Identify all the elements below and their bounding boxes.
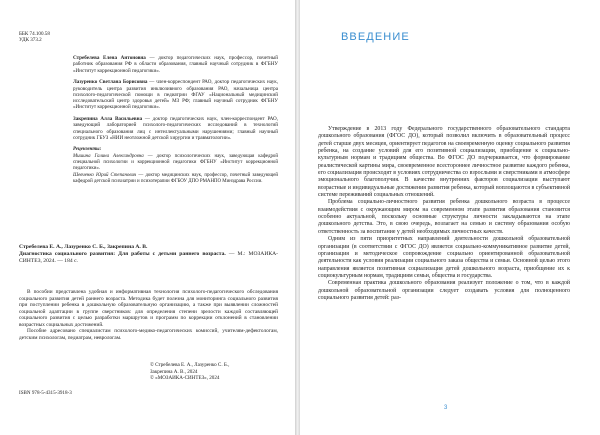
- bib-publisher: — М.: МОЗАИКА-СИНТЕЗ, 2024. — 184 с.: [19, 251, 278, 264]
- author-name: Закрепина Алла Васильевна: [73, 116, 143, 123]
- authors-block: [73, 55, 278, 187]
- body-paragraph: Утверждение в 2013 году Федерального государственного образовательного стандарта дошкольного образования (ФГОС ДО), который позволил включить в образовательный процесс детей старше двух месяцев, ориентирует педагогов на своевременную оценку социального развития ребенка, на создание условий для его позитивной социализации, приобщение к социально-культурным нормам и традициям общества. Во ФГОС ДО подчеркивается, что формирование реалистической картины мира, своевременное всестороннее личностное развитие каждого ребенка, его социализация происходят в условиях сотрудничества со взрослыми и сверстниками в атмосфере эмоционального благополучия. В качестве внутренних факторов социализации выступают возрастные и индивидуальные достижения развития ребенка, который воплощаются в субъективной системе переживаний социальных отношений.: [318, 126, 570, 199]
- reviewer-desc: — доктор психологических наук, заведующая кафедрой специальной психологии и коррекционной педагогики ФГБНУ «Институт коррекционной педагогики».: [73, 153, 278, 171]
- reviewer-name: Шевченко Юрий Степанович: [73, 173, 137, 179]
- bbk-code: ББК 74.100.58: [19, 31, 50, 37]
- body-paragraph: Проблема социально-личностного развития ребенка дошкольного возраста в процессе взаимодействия с окружающим миром на современном этапе развития образования становится особенно актуальной, поскольку основные структуры личности закладываются на этапе дошкольного детства. Это, в свою очередь, возлагает на семью и систему образования особую ответственность за воспитание у детей необходимых личностных качеств.: [318, 199, 570, 235]
- body-paragraph: Современная практика дошкольного образования реализует положение о том, что в каждой дошкольной образовательной организации следует создавать условия для полноценного социального развития детей: раз-: [318, 280, 570, 301]
- author-entry: [73, 79, 278, 110]
- bibliographic-record: [19, 244, 278, 265]
- page-number: 3: [444, 405, 448, 411]
- author-entry: [73, 55, 278, 74]
- reviewer-desc: — доктор медицинских наук, профессор, почетный заведующей кафедрой детской психиатрии и психотерапии ФГБОУ ДПО РМАНПО Минздрава России.: [73, 173, 278, 185]
- author-entry: [73, 116, 278, 141]
- reviewer-entry: [73, 173, 278, 185]
- author-name: Лазуренко Светлана Борисовна: [73, 79, 148, 86]
- left-page: [0, 0, 295, 435]
- isbn: ISBN 978-5-4315-3918-3: [19, 390, 72, 396]
- reviewer-entry: [73, 154, 278, 172]
- bib-authors: Стребелева Е. А., Лазуренко С. Б., Закрепина А. В.: [19, 244, 148, 250]
- bib-title: Диагностика социального развития: Для работы с детьми раннего возраста.: [19, 251, 226, 257]
- reviewers-block: [73, 147, 278, 186]
- copyright-line: © Стребелева Е. А., Лазуренко С. Б.,: [150, 362, 230, 368]
- author-name: Стребелева Елена Антоновна: [73, 55, 146, 61]
- reviewers-heading: Рецензенты:: [73, 146, 102, 152]
- author-desc: — член-корреспондент РАО, доктор педагогических наук, руководитель центра развития инклюзивного образования РАО, начальница центра психолого-педагогической помощи в педиатрии ФГАУ «Национальный медицинский исследовательский центр здоровья детей» МЗ РФ; главный научный сотрудник ФГБНУ «Институт коррекционной педагогики».: [73, 79, 279, 111]
- reviewer-name: Мишина Галина Александровна: [73, 153, 144, 159]
- right-page: [300, 0, 600, 435]
- udk-code: УДК 373.2: [19, 37, 42, 44]
- annotation-paragraph: Пособие адресовано специалистам психолого-медико-педагогических комиссий, учителям-дефектологам, детским психологам, педиатрам, неврологам.: [19, 328, 278, 341]
- copyright-block: [150, 362, 229, 382]
- copyright-line: © «МОЗАИКА-СИНТЕЗ», 2024: [150, 375, 220, 382]
- annotation: [19, 289, 278, 341]
- body-paragraph: Одним из пяти приоритетных направлений деятельности дошкольной образовательной организации (в соответствии с ФГОС ДО) является социально-коммуникативное развитие детей, организация и методическое сопровождение социально ориентированной образовательной деятельности как условия реализации социального заказа общества и семьи. Основной целью этого направления является позитивная социализация детей дошкольного возраста, приобщение их к социокультурным нормам, традициям семьи, общества и государства.: [318, 236, 570, 279]
- bib-title-line: [19, 251, 278, 265]
- copyright-line: Закрепина А. В., 2024: [150, 368, 198, 375]
- chapter-title: ВВЕДЕНИЕ: [341, 31, 410, 43]
- classification-codes: [19, 31, 50, 44]
- author-desc: — доктор педагогических наук, профессор, почетный работник образования РФ в области образования, главный научный сотрудник в ФГБНУ «Институт коррекционной педагогики».: [73, 55, 279, 74]
- annotation-paragraph: В пособии представлена удобная и информативная технология психолого-педагогического обследования социального развития детей раннего возраста. Методика будет полезна для мониторинга социального развития при поступлении ребенка в дошкольную образовательную организацию, а также при выявлении сложностей социальной адаптации в группе сверстников: для определения степени зрелости каждой составляющей социального развития с целью разработки маршрутов и программ по коррекции отклонений в становлении возрастных социальных достижений.: [19, 289, 278, 328]
- introduction-text: [318, 126, 570, 302]
- author-desc: — доктор педагогических наук, член-корреспондент РАО, заведующий лабораторией психолого-педагогических исследований в технологий специального образования лиц с интеллектуальными нарушениями; главный научный сотрудник ГБУЗ «НИИ неотложной детской хирургии и травматологии».: [73, 116, 278, 141]
